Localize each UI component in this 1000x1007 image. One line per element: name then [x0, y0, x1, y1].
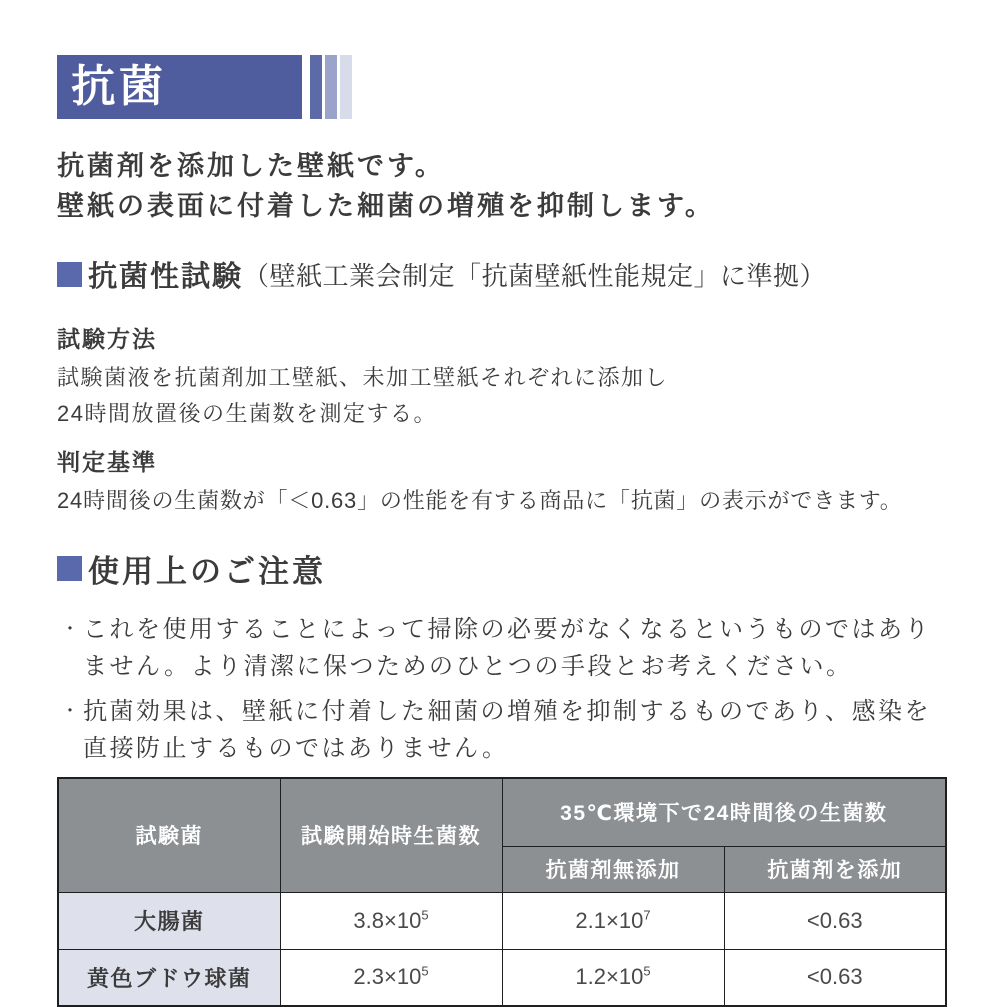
section-heading-caution	[57, 546, 945, 591]
value-base: 2.1×10	[575, 907, 644, 933]
test-result-table	[57, 777, 947, 1007]
title-banner	[57, 55, 302, 119]
banner-stripe-2	[325, 55, 337, 119]
column-header-test-bacteria: 試験菌	[58, 778, 280, 892]
value-base: 2.3×10	[353, 964, 422, 990]
value-exponent: 5	[421, 963, 429, 979]
intro-text	[57, 146, 945, 226]
value-exponent: 5	[643, 963, 651, 979]
test-section-note: （壁紙工業会制定「抗菌壁紙性能規定」に準拠）	[243, 261, 827, 291]
column-header-initial-count: 試験開始時生菌数	[280, 778, 502, 892]
value-base: <0.63	[806, 964, 863, 990]
value-base: <0.63	[806, 907, 863, 933]
banner-stripe-1	[310, 55, 322, 119]
value-base: 1.2×10	[575, 964, 644, 990]
intro-line-1: 抗菌剤を添加した壁紙です。	[57, 151, 445, 181]
test-method-line-2: 24時間放置後の生菌数を測定する。	[57, 401, 437, 426]
value-base: 3.8×10	[353, 907, 422, 933]
intro-line-2: 壁紙の表面に付着した細菌の増殖を抑制します。	[57, 191, 715, 221]
title-banner-row	[57, 55, 945, 119]
column-header-after-24h-group: 35℃環境下で24時間後の生菌数	[502, 778, 946, 846]
column-header-no-agent: 抗菌剤無添加	[502, 846, 724, 892]
bullet-icon: ・	[61, 701, 82, 721]
table-row	[58, 892, 946, 949]
caution-bullet-1: これを使用することによって掃除の必要がなくなるというものではありません。より清潔に保つためのひとつの手段とお考えください。	[83, 616, 931, 680]
list-item	[57, 611, 945, 685]
value-exponent: 7	[643, 907, 651, 923]
section-heading-test	[57, 254, 945, 295]
table-row	[58, 949, 946, 1006]
list-item	[57, 693, 945, 767]
page-title: 抗菌	[71, 62, 167, 111]
banner-stripe-3	[340, 55, 352, 119]
no-agent-cell	[502, 949, 724, 1006]
caution-section-title: 使用上のご注意	[88, 554, 326, 589]
caution-bullet-2: 抗菌効果は、壁紙に付着した細菌の増殖を抑制するものであり、感染を直接防止するものではありません。	[83, 698, 931, 762]
criteria-text: 24時間後の生菌数が「＜0.63」の性能を有する商品に「抗菌」の表示ができます。	[57, 488, 903, 513]
column-header-with-agent: 抗菌剤を添加	[724, 846, 946, 892]
blue-square-icon	[57, 556, 82, 581]
bacteria-name-cell: 大腸菌	[58, 892, 280, 949]
bullet-icon: ・	[61, 619, 82, 639]
test-method-label: 試験方法	[57, 326, 157, 352]
caution-list	[57, 611, 945, 767]
initial-count-cell	[280, 949, 502, 1006]
no-agent-cell	[502, 892, 724, 949]
initial-count-cell	[280, 892, 502, 949]
test-method-text	[57, 360, 945, 432]
banner-stripes	[310, 55, 355, 119]
test-section-title: 抗菌性試験	[88, 261, 244, 293]
test-method-line-1: 試験菌液を抗菌剤加工壁紙、未加工壁紙それぞれに添加し	[57, 365, 669, 390]
criteria-label: 判定基準	[57, 449, 157, 475]
with-agent-cell	[724, 892, 946, 949]
bacteria-name-cell: 黄色ブドウ球菌	[58, 949, 280, 1006]
blue-square-icon	[57, 262, 82, 287]
with-agent-cell	[724, 949, 946, 1006]
value-exponent: 5	[421, 907, 429, 923]
